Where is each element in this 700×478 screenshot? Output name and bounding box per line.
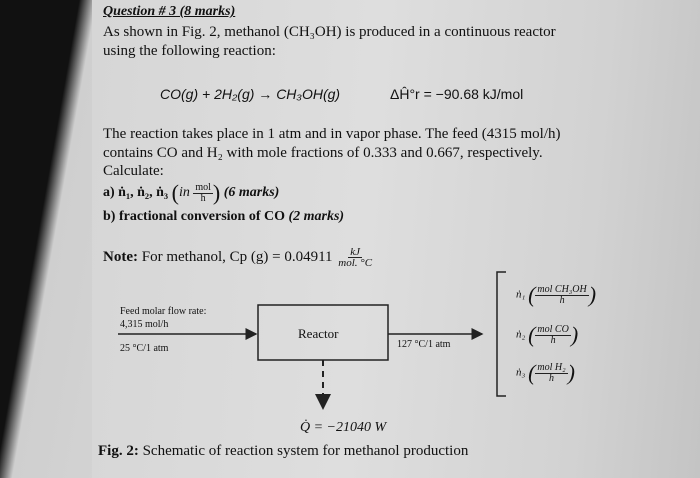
reaction-enthalpy: ΔĤ°r = −90.68 kJ/mol — [390, 86, 524, 102]
product-brace — [497, 272, 506, 396]
part-b-text: b) fractional conversion of CO — [103, 209, 285, 224]
output-stream-1: ṅ₁ ( $\frac{\text{mol CH₃OH}}{h}$ ) — [516, 282, 597, 307]
figure-caption — [98, 443, 468, 460]
part-b-marks: (2 marks) — [288, 209, 345, 224]
feed-label-2: 4,315 mol/h — [120, 319, 169, 330]
part-a-rates: a) ṅ₁, ṅ₂, ṅ₃ — [103, 185, 169, 201]
note-unit: $\frac{kJ}{\text{mol. °C}}$ — [338, 246, 373, 269]
body-line-2: contains CO and H₂ with mole fractions of 0.333 and 0.667, respectively. — [103, 145, 543, 161]
intro-line-2: using the following reaction: — [103, 43, 276, 59]
reaction-equation: CO(g) + 2H₂(g) → CH₃OH(g) — [160, 86, 341, 102]
caption-label: Fig. 2: — [98, 443, 139, 459]
reactor-label: Reactor — [298, 326, 339, 341]
output-stream-2: ṅ₂ ( $\frac{\text{mol CO}}{h}$ ) — [516, 322, 579, 347]
note-label: Note: — [103, 248, 138, 265]
part-a-unit-in: in — [178, 185, 190, 201]
question-title: Question # 3 (8 marks) — [103, 4, 236, 19]
output-stream-3: ṅ₃ ( $\frac{\text{mol H₂}}{h}$ ) — [516, 360, 575, 385]
heat-duty: Q̇ = −21040 W — [300, 420, 387, 435]
caption-text: Schematic of reaction system for methanol production — [142, 443, 469, 459]
feed-label-1: Feed molar flow rate: — [120, 306, 207, 317]
part-a-unit: $\frac{\text{mol}}{h}$ — [195, 181, 211, 204]
intro-line-1: As shown in Fig. 2, methanol (CH₃OH) is produced in a continuous reactor — [103, 24, 556, 40]
outlet-conditions: 127 °C/1 atm — [397, 339, 451, 350]
note-text: For methanol, Cp (g) = 0.04911 — [141, 248, 333, 265]
body-line-3: Calculate: — [103, 163, 164, 179]
part-a: a) ṅ₁, ṅ₂, ṅ₃ (in $\frac{\text{mol}}{h}$ ) (6 marks) — [103, 180, 280, 205]
body-line-1: The reaction takes place in 1 atm and in vapor phase. The feed (4315 mol/h) — [103, 126, 561, 142]
part-a-marks: (6 marks) — [223, 185, 280, 201]
feed-conditions: 25 °C/1 atm — [120, 343, 169, 354]
